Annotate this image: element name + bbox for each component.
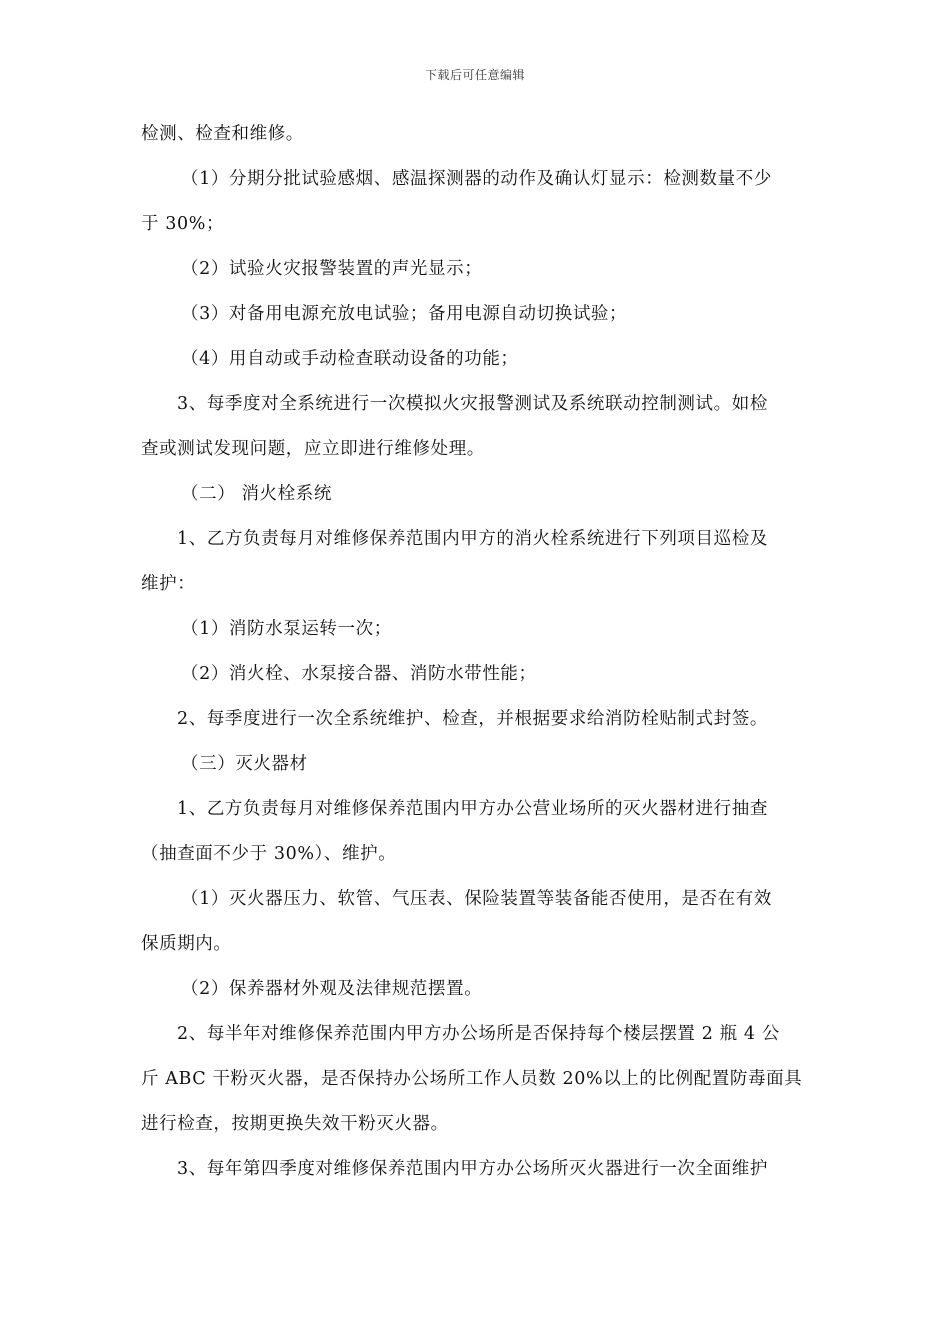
section-heading: （三）灭火器材 bbox=[181, 754, 308, 774]
body-line: （1）分期分批试验感烟、感温探测器的动作及确认灯显示：检测数量不少 bbox=[181, 169, 772, 189]
section-heading: （二） 消火栓系统 bbox=[181, 484, 332, 504]
body-line: 2、每半年对维修保养范围内甲方办公场所是否保持每个楼层摆置 2 瓶 4 公 bbox=[177, 1024, 780, 1044]
body-line: （1）消防水泵运转一次； bbox=[181, 619, 392, 639]
body-line: （2）试验火灾报警装置的声光显示； bbox=[181, 259, 483, 279]
body-line: 3、每年第四季度对维修保养范围内甲方办公场所灭火器进行一次全面维护 bbox=[177, 1159, 768, 1179]
body-line: 斤 ABC 干粉灭火器，是否保持办公场所工作人员数 20%以上的比例配置防毒面具 bbox=[141, 1069, 803, 1089]
body-line: 维护： bbox=[141, 574, 196, 594]
body-line: （2）消火栓、水泵接合器、消防水带性能； bbox=[181, 664, 537, 684]
body-line: （3）对备用电源充放电试验；备用电源自动切换试验； bbox=[181, 304, 628, 324]
body-line: 于 30%； bbox=[141, 214, 225, 234]
body-line: 3、每季度对全系统进行一次模拟火灾报警测试及系统联动控制测试。如检 bbox=[177, 394, 768, 414]
body-line: 1、乙方负责每月对维修保养范围内甲方的消火栓系统进行下列项目巡检及 bbox=[177, 529, 768, 549]
document-body bbox=[141, 112, 811, 1192]
body-line: 1、乙方负责每月对维修保养范围内甲方办公营业场所的灭火器材进行抽查 bbox=[177, 799, 768, 819]
body-line: （4）用自动或手动检查联动设备的功能； bbox=[181, 349, 519, 369]
body-line: （2）保养器材外观及法律规范摆置。 bbox=[181, 979, 483, 999]
body-line: （1）灭火器压力、软管、气压表、保险装置等装备能否使用，是否在有效 bbox=[181, 889, 772, 909]
body-line: 检测、检查和维修。 bbox=[141, 124, 304, 144]
body-line: 2、每季度进行一次全系统维护、检查，并根据要求给消防栓贴制式封签。 bbox=[177, 709, 768, 729]
body-line: 进行检查，按期更换失效干粉灭火器。 bbox=[141, 1114, 449, 1134]
body-line: 查或测试发现问题，应立即进行维修处理。 bbox=[141, 439, 485, 459]
body-line: （抽查面不少于 30%）、维护。 bbox=[141, 844, 397, 864]
page-header: 下载后可任意编辑 bbox=[424, 68, 525, 82]
body-line: 保质期内。 bbox=[141, 934, 232, 954]
